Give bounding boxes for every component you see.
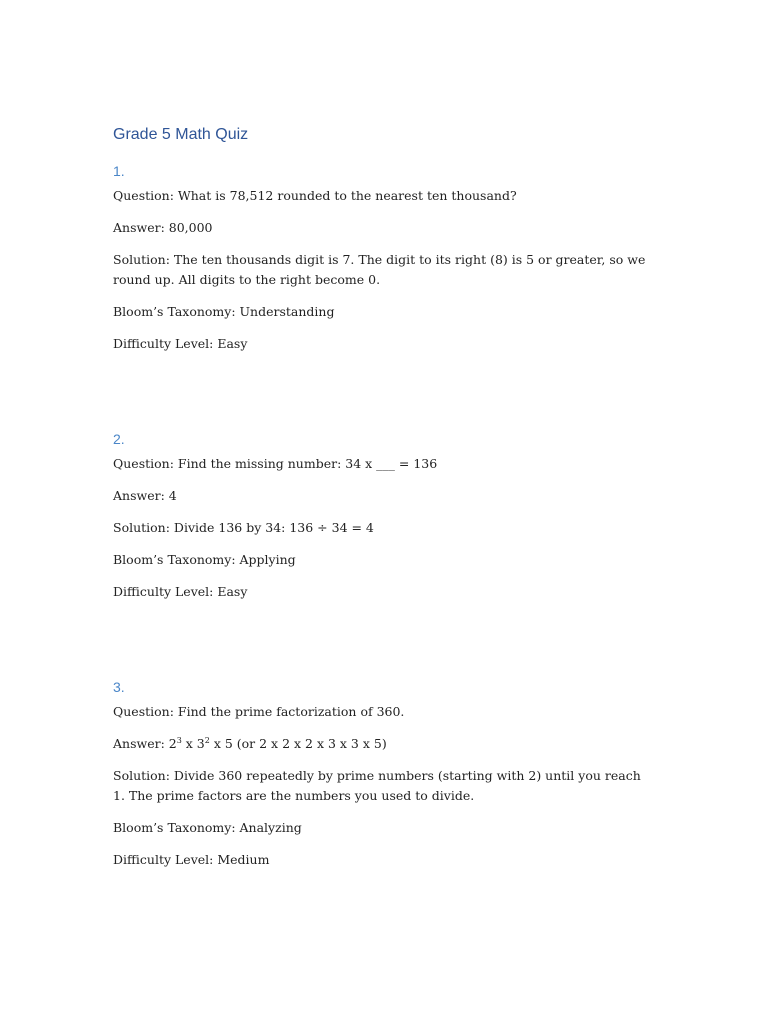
answer-middle: x 3 (181, 736, 205, 751)
solution-text: Solution: Divide 360 repeatedly by prime numbers (starting with 2) until you reach 1. The prime factors are the numbers you used to divide. (113, 768, 641, 803)
difficulty-text: Difficulty Level: Easy (113, 336, 248, 351)
question-text: Question: What is 78,512 rounded to the nearest ten thousand? (113, 188, 517, 203)
difficulty-text: Difficulty Level: Medium (113, 852, 270, 867)
answer-text: Answer: 4 (113, 488, 177, 503)
bloom-taxonomy-text: Bloom’s Taxonomy: Applying (113, 552, 296, 567)
section-spacer (113, 602, 653, 678)
answer-suffix: x 5 (or 2 x 2 x 2 x 3 x 3 x 5) (209, 736, 387, 751)
answer-text: Answer: 80,000 (113, 220, 213, 235)
question-number: 1. (113, 163, 125, 179)
solution-text: Solution: Divide 136 by 34: 136 ÷ 34 = 4 (113, 520, 374, 535)
question-number: 3. (113, 679, 125, 695)
question-text: Question: Find the missing number: 34 x ___ = 136 (113, 456, 438, 471)
bloom-taxonomy-text: Bloom’s Taxonomy: Understanding (113, 304, 335, 319)
bloom-taxonomy-text: Bloom’s Taxonomy: Analyzing (113, 820, 302, 835)
answer-prefix: Answer: 2 (113, 736, 177, 751)
section-spacer (113, 354, 653, 430)
exponent: 3 (176, 735, 182, 745)
question-text: Question: Find the prime factorization of 360. (113, 704, 405, 719)
answer-text (113, 734, 653, 754)
exponent: 2 (204, 735, 210, 745)
document-page (113, 125, 653, 870)
difficulty-text: Difficulty Level: Easy (113, 584, 248, 599)
question-block-3 (113, 678, 653, 870)
document-title: Grade 5 Math Quiz (113, 126, 249, 143)
question-block-2 (113, 430, 653, 602)
question-number: 2. (113, 431, 125, 447)
question-block-1 (113, 162, 653, 354)
solution-text: Solution: The ten thousands digit is 7. The digit to its right (8) is 5 or greater, so we round up. All digits to the right become 0. (113, 252, 646, 287)
